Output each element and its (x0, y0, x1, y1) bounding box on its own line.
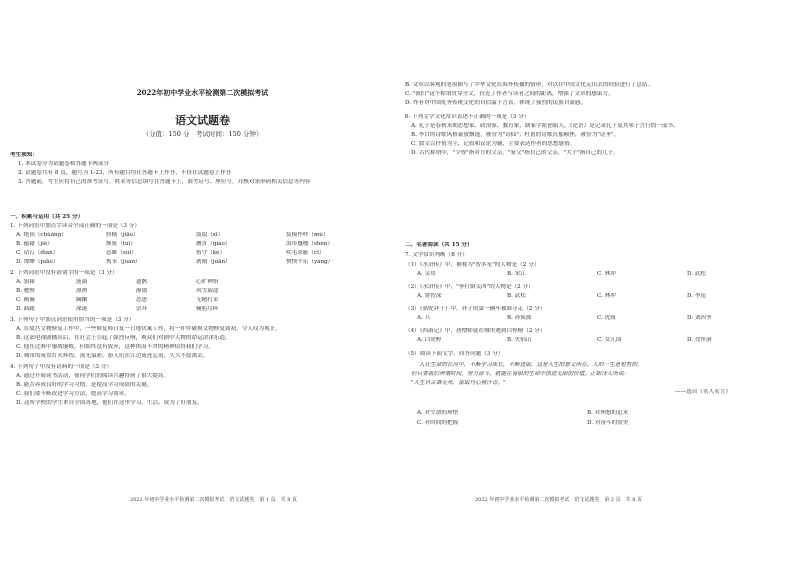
option-row: A. 吴用 B. 宋江 C. 林冲 D. 武松 (417, 271, 707, 277)
option-row: A. 狼藉 涟漪 遗骸 心旷神怡 (16, 279, 219, 285)
question-stem: 1. 下列词语中加点字读音全部正确的一项是（3 分） (10, 223, 140, 229)
option-line: B. 李白的诗歌风格豪放飘逸，被誉为"诗仙"；杜甫的诗歌沉郁顿挫，被誉为"诗圣"。 (411, 132, 620, 138)
option-row: D. 缥缈（piāo） 隽永（juàn） 镌刻（juān） 怏怏不乐（yàng） (16, 259, 334, 265)
exam-title: 2022年初中学业水平检测第二次模拟考试 (136, 88, 269, 97)
option-row: B. 驰骋 凛冽 静谧 风雪载途 (16, 288, 219, 294)
question-stem: （5）阅读下面文字，回答问题（3 分） (405, 351, 504, 357)
option-row: C. 对时间的把握 D. 对奋斗的赞美 (417, 420, 629, 426)
sub-question: （4）《西游记》中，唐僧师徒在哪里遇到白骨精（2 分） (405, 328, 546, 334)
page-footer: 2022 年初中学业水平检测第二次模拟考试 语文试题卷 第 2 页 共 8 页 (475, 497, 643, 503)
option-row: C. 颠簸 蹒跚 怂恿 无精打采 (16, 297, 219, 303)
option-line: D. 作者对中国优秀传统文化的自信溢于言表，体现了强烈的民族自豪感。 (405, 100, 587, 106)
question-stem: 4. 下列句子中没有语病的一项是（3 分） (10, 364, 112, 370)
passage-line: 人在生命的长河中，不断学习成长，不断进取，这是人生的意义所在。人的一生是短暂的， (419, 362, 643, 368)
question-stem: 6. 下列文学文化常识表述不正确的一项是（3 分） (405, 114, 530, 120)
option-line: A. 通过开展读书活动，使同学们的阅读兴趣得到了很大提高。 (16, 373, 170, 379)
notice-item: 3. 答题前，考生应将自己的准考证号、姓名等信息填写在答题卡上，准考证号、座位号，并核对条形码相关信息等内容 (18, 179, 311, 185)
option-line: B. 能否养成良好的学习习惯，是提高学习成绩的关键。 (16, 382, 153, 388)
sub-question: （3）《骆驼祥子》中，祥子的第一辆车被谁夺走（2 分） (405, 306, 546, 312)
option-line: B. 文章以客观的笔墨描写了中华文化在海外传播的情形，对以往中国文化走出去的经验进行了总结。 (405, 82, 654, 88)
sub-question: （1）《水浒传》中，被称为"智多星"的人物是（2 分） (405, 262, 540, 268)
option-line: D. 城市的夜景灯火辉煌，流光溢彩，游人们在江边流连忘返，久久不愿离去。 (16, 353, 209, 359)
question-stem: 3. 下列句子中加点词语使用恰当的一项是（3 分） (10, 317, 135, 323)
option-line: C. 我们要不断改进学习方法，提高学习效率。 (16, 391, 130, 397)
section-heading: 一、积累与运用（共 25 分） (10, 214, 84, 220)
score-line: （分值：150 分 考试时间：150 分钟） (142, 130, 263, 138)
passage-line: "人生自古谁无死，留取丹心照汗青。" (411, 380, 506, 386)
option-row: A. 兵 B. 孙侦探 C. 虎妞 D. 刘四爷 (417, 315, 712, 321)
option-line: C. 他在比赛中屡战屡败，但始终没有放弃，这种锲而不舍的精神值得我们学习。 (16, 344, 214, 350)
option-row: D. 踌躇 深邃 崇拜 鞠躬尽瘁 (16, 306, 219, 312)
option-row: A. 鲁智深 B. 武松 C. 林冲 D. 李逵 (417, 293, 707, 299)
notice-item: 2. 试题卷共有 8 页，题号为 1-23，所有题目均在答题卡上作答，不得在试题卷上作答 (18, 170, 232, 176)
page-footer: 2022 年初中学业水平检测第二次模拟考试 语文试题卷 第 1 页 共 8 页 (130, 497, 298, 503)
option-line: C. 散文以抒情为主，记叙和议论为辅，主要表达作者的思想感情。 (411, 141, 576, 147)
option-row: A. 对生命的珍惜 B. 对理想的追求 (417, 410, 629, 416)
left-page (10, 70, 395, 510)
subject-title: 语文试题卷 (175, 114, 230, 127)
option-line: D. 这所学校的学生来自全国各地，他们在这里学习、生活，成为了好朋友。 (16, 400, 203, 406)
option-row: A. 白虎岭 B. 火焰山 C. 女儿国 D. 盘丝洞 (417, 337, 712, 343)
option-line: A. 在故宫文物修复工作中，一些修复师日复一日地伏案工作，将一件件破损文物修复如初，令人叹为观止。 (16, 326, 281, 332)
notice-item: 1. 本试卷分为试题卷和答题卡两部分 (18, 161, 110, 167)
right-page (405, 70, 790, 510)
passage-attribution: ——选自《名人名言》 (675, 389, 731, 395)
question-stem: 2. 下列词语中没有错别字的一项是（3 分） (10, 270, 118, 276)
sub-question: （2）《水浒传》中，"拳打镇关西"的人物是（2 分） (405, 284, 534, 290)
section-heading: 二、名著阅读（共 15 分） (405, 242, 473, 248)
question-stem: 7. 文学常识判断（8 分） (405, 252, 468, 258)
option-row: B. 蕴藉（jiè） 颓废（tuí） 翘首（qiáo） 海市蜃楼（shèn） (16, 241, 333, 247)
option-row: A. 绝顶（chǔǎng） 骄横（jiāo） 汲取（xī） 装模作样（mú） (16, 232, 329, 238)
option-row: C. 玷污（diàn） 恣睢（suī） 恪守（kè） 吹毛求疵（cī） (16, 250, 325, 256)
notice-heading: 考生须知： (10, 152, 38, 158)
option-line: B. 这部电视剧播出后，在社会上引起了强烈反响，观众们对剧中人物的命运津津乐道。 (16, 335, 231, 341)
option-line: C. "我们"这个称谓贯穿全文，拉近了作者与读者之间的距离，增强了文章的感染力。 (405, 91, 614, 97)
option-line: D. 古代称谓中，"令尊"指对方的父亲，"家父"指自己的父亲，"犬子"指自己的儿子。 (411, 150, 619, 156)
option-line: A. 孔子是春秋末期思想家、政治家、教育家，儒家学派创始人，《论语》是记录孔子及其弟子言行的一部书。 (411, 123, 679, 129)
passage-line: 但只要我们珍惜时间，努力奋斗，就能在有限的生命中创造无限的价值。正如诗人所说： (411, 371, 630, 377)
